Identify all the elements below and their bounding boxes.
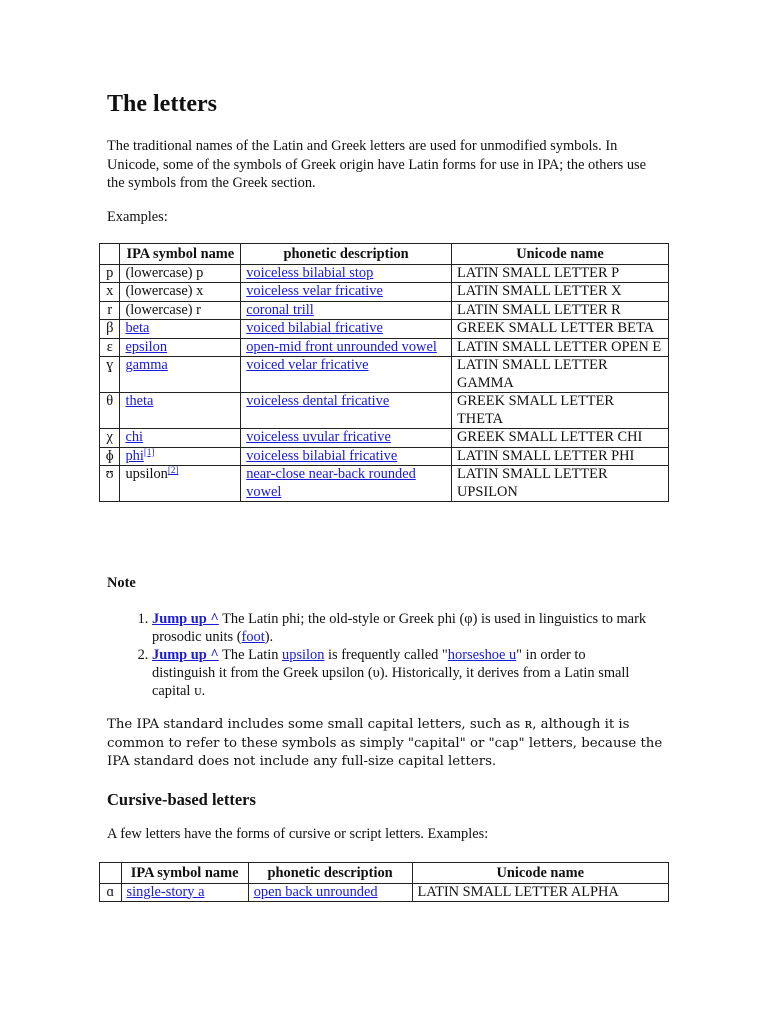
ipa-name-link[interactable]: single-story a <box>126 883 205 900</box>
ipa-symbol-cell: ɑ <box>100 883 122 902</box>
unicode-name-cell: LATIN SMALL LETTER X <box>452 283 669 302</box>
phonetic-description-link[interactable]: voiceless bilabial stop <box>246 264 374 281</box>
unicode-name-cell: GREEK SMALL LETTER THETA <box>452 393 669 429</box>
table-row <box>100 301 669 320</box>
footnote-ref[interactable] <box>168 465 179 475</box>
phonetic-description-cell <box>241 338 452 357</box>
table-row <box>100 429 669 448</box>
header-symbol <box>100 244 120 265</box>
phonetic-description-link[interactable]: open back unrounded <box>253 883 378 900</box>
ipa-name-link[interactable]: gamma <box>125 357 168 373</box>
unicode-name-cell: LATIN SMALL LETTER GAMMA <box>452 357 669 393</box>
header-symbol <box>100 863 122 884</box>
ipa-symbol-cell: ɣ <box>100 357 120 393</box>
ipa-name-cell <box>121 883 248 902</box>
table-row <box>100 466 669 502</box>
ipa-name-cell <box>120 357 241 393</box>
ipa-name-text: (lowercase) r <box>125 301 201 318</box>
ipa-symbol-cell: p <box>100 264 120 283</box>
ipa-name-link[interactable]: epsilon <box>125 338 168 355</box>
footnote-link[interactable]: [1] <box>143 446 155 457</box>
intro-paragraph: The traditional names of the Latin and Greek letters are used for unmodified symbols. In Unicode, some of the symbols of Greek origin have Latin forms for use in IPA; the others use the symbols from the Greek section. <box>107 138 647 191</box>
phonetic-description-cell <box>241 301 452 320</box>
table-header-row <box>100 244 669 265</box>
unicode-name-cell: LATIN SMALL LETTER P <box>452 264 669 283</box>
ipa-symbol-cell: χ <box>100 429 120 448</box>
unicode-name-cell: GREEK SMALL LETTER CHI <box>452 429 669 448</box>
phonetic-description-cell <box>241 429 452 448</box>
examples-label: Examples: <box>107 209 168 225</box>
phonetic-description-cell <box>248 883 412 902</box>
ipa-paragraph: The IPA standard includes some small capital letters, such as ʀ, although it is common to refer to these symbols as simply "capital" or "cap" letters, because the IPA standard does not include any full-size capital letters. <box>107 717 663 769</box>
table-header-row <box>100 863 669 884</box>
ipa-symbol-cell: θ <box>100 393 120 429</box>
ipa-name-cell <box>120 466 241 502</box>
table-row <box>100 320 669 339</box>
jump-up-link[interactable]: Jump up ^ <box>152 647 219 663</box>
unicode-name-cell: LATIN SMALL LETTER R <box>452 301 669 320</box>
phonetic-description-link[interactable]: voiceless uvular fricative <box>246 429 391 445</box>
ipa-name-text: (lowercase) p <box>125 264 204 281</box>
table-row <box>100 357 669 393</box>
table-row <box>100 283 669 302</box>
ipa-name-cell <box>120 429 241 448</box>
ipa-name-cell <box>120 320 241 339</box>
phonetic-description-cell <box>241 320 452 339</box>
phonetic-description-link[interactable]: voiceless bilabial fricative <box>246 447 398 464</box>
phonetic-description-cell <box>241 466 452 502</box>
note-item: 1. Jump up ^ The Latin phi; the old-style or Greek phi (φ) is used in linguistics to mark prosodic units (foot). <box>152 610 652 646</box>
ipa-name-cell <box>120 264 241 283</box>
phonetic-description-link[interactable]: voiced velar fricative <box>246 357 369 373</box>
unicode-name-cell: GREEK SMALL LETTER BETA <box>452 320 669 339</box>
phonetic-description-cell <box>241 283 452 302</box>
note-heading: Note <box>107 575 136 591</box>
ipa-symbol-cell: x <box>100 283 120 302</box>
note-link[interactable]: horseshoe u <box>447 647 517 663</box>
phonetic-description-link[interactable]: coronal trill <box>246 301 314 318</box>
page-title: The letters <box>107 91 217 117</box>
ipa-name-link[interactable]: theta <box>125 393 154 409</box>
phonetic-description-link[interactable]: open-mid front unrounded vowel <box>246 338 437 355</box>
ipa-name-text: (lowercase) x <box>125 283 204 299</box>
unicode-name-cell: LATIN SMALL LETTER PHI <box>452 447 669 466</box>
header-unicode-name: Unicode name <box>412 863 669 884</box>
phonetic-description-link[interactable]: voiceless dental fricative <box>246 393 390 409</box>
table-row <box>100 338 669 357</box>
section-title-cursive: Cursive-based letters <box>107 790 256 809</box>
ipa-name-cell <box>120 283 241 302</box>
unicode-name-cell: LATIN SMALL LETTER ALPHA <box>412 883 669 902</box>
jump-up-link[interactable]: Jump up ^ <box>152 611 219 627</box>
note-link[interactable]: upsilon <box>282 647 325 663</box>
ipa-name-cell <box>120 393 241 429</box>
footnote-ref[interactable] <box>144 447 155 457</box>
unicode-name-cell: LATIN SMALL LETTER UPSILON <box>452 466 669 502</box>
note-item: 2. Jump up ^ The Latin upsilon is frequently called "horseshoe u" in order to distinguish it from the Greek upsilon (υ). Historically, it derives from a Latin small capital ᴜ. <box>152 646 652 700</box>
header-phonetic-description: phonetic description <box>248 863 412 884</box>
ipa-symbol-cell: ʊ <box>100 466 120 502</box>
ipa-symbol-cell: ɸ <box>100 447 120 466</box>
ipa-name-cell <box>120 301 241 320</box>
table-row <box>100 264 669 283</box>
table-row <box>100 393 669 429</box>
header-ipa-name: IPA symbol name <box>121 863 248 884</box>
phonetic-description-cell <box>241 264 452 283</box>
cursive-table <box>99 862 669 902</box>
phonetic-description-link[interactable]: near-close near-back rounded vowel <box>246 466 416 500</box>
ipa-name-link[interactable]: chi <box>125 429 144 445</box>
unicode-name-cell: LATIN SMALL LETTER OPEN E <box>452 338 669 357</box>
ipa-name-link[interactable]: beta <box>125 320 150 336</box>
header-ipa-name: IPA symbol name <box>120 244 241 265</box>
note-link[interactable]: foot <box>241 629 265 645</box>
ipa-name-cell <box>120 447 241 466</box>
letters-table <box>99 243 669 502</box>
footnote-link[interactable]: [2] <box>167 465 179 475</box>
notes-list <box>107 610 652 700</box>
phonetic-description-link[interactable]: voiceless velar fricative <box>246 283 383 299</box>
ipa-symbol-cell: ɛ <box>100 338 120 357</box>
cursive-intro: A few letters have the forms of cursive or script letters. Examples: <box>107 826 489 842</box>
table-row <box>100 883 669 902</box>
phonetic-description-cell <box>241 447 452 466</box>
ipa-name-text: upsilon <box>125 466 168 482</box>
ipa-name-cell <box>120 338 241 357</box>
phonetic-description-link[interactable]: voiced bilabial fricative <box>246 320 383 336</box>
ipa-symbol-cell: r <box>100 301 120 320</box>
ipa-name-link[interactable]: phi <box>125 447 144 464</box>
header-unicode-name: Unicode name <box>452 244 669 265</box>
phonetic-description-cell <box>241 357 452 393</box>
ipa-symbol-cell: β <box>100 320 120 339</box>
phonetic-description-cell <box>241 393 452 429</box>
header-phonetic-description: phonetic description <box>241 244 452 265</box>
table-row <box>100 447 669 466</box>
